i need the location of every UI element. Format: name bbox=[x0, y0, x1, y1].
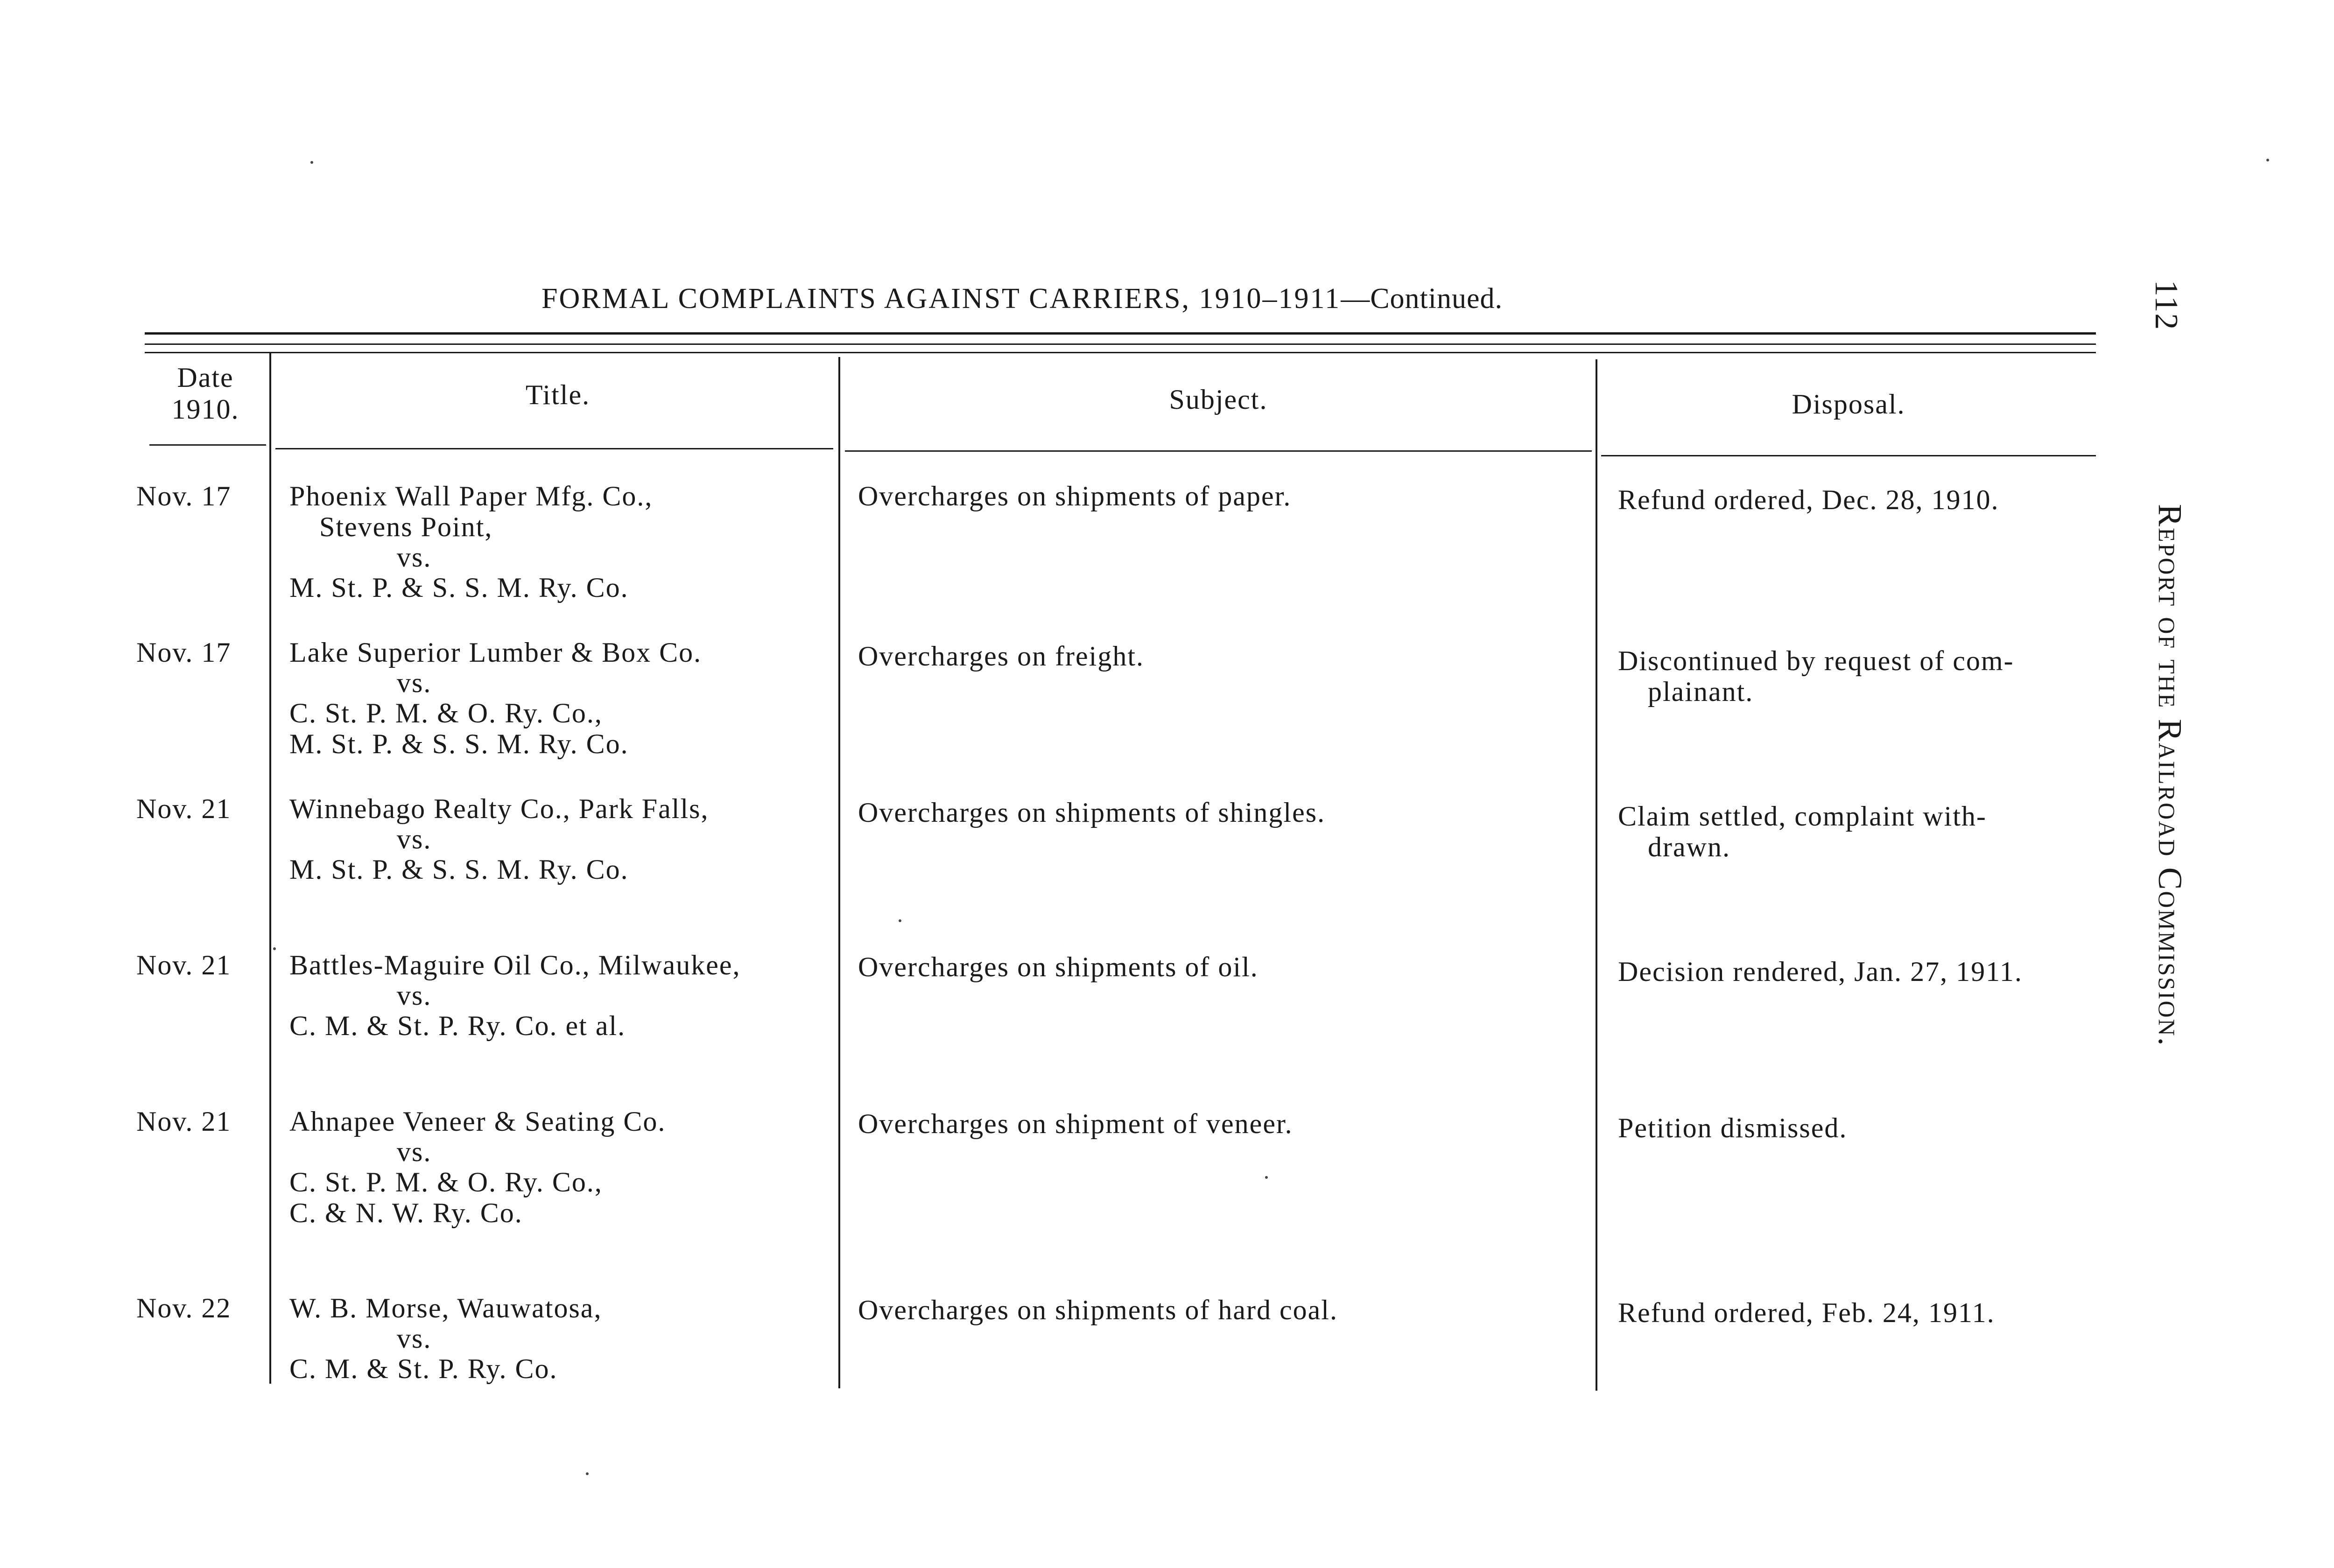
continued-label: —Continued. bbox=[1341, 283, 1503, 315]
row-title bbox=[289, 950, 831, 1041]
row-disposal bbox=[1618, 484, 2108, 515]
vs-line: vs. bbox=[397, 824, 432, 854]
disposal-line: Claim settled, complaint with- bbox=[1618, 801, 1987, 832]
header-rule-disposal bbox=[1601, 455, 2096, 456]
title-line: C. M. & St. P. Ry. Co. bbox=[289, 1353, 558, 1384]
disposal-line: plainant. bbox=[1648, 676, 1754, 707]
row-disposal bbox=[1618, 956, 2108, 987]
separator-title-subject bbox=[838, 357, 840, 1388]
disposal-line: Petition dismissed. bbox=[1618, 1113, 1848, 1143]
title-line: C. St. P. M. & O. Ry. Co., bbox=[289, 698, 603, 728]
separator-date-title bbox=[269, 352, 271, 1384]
scan-speck bbox=[2266, 159, 2269, 161]
header-date-line1: Date bbox=[177, 362, 234, 393]
disposal-line: drawn. bbox=[1648, 832, 1730, 862]
row-title bbox=[289, 1293, 831, 1384]
row-date: Nov. 17 bbox=[136, 637, 232, 668]
row-disposal bbox=[1618, 801, 2108, 862]
row-disposal bbox=[1618, 645, 2108, 707]
title-line: C. & N. W. Ry. Co. bbox=[289, 1197, 523, 1228]
row-date: Nov. 21 bbox=[136, 793, 232, 824]
running-title bbox=[541, 282, 1503, 315]
row-date: Nov. 22 bbox=[136, 1293, 232, 1323]
row-disposal bbox=[1618, 1297, 2108, 1328]
row-subject: Overcharges on shipments of oil. bbox=[858, 952, 1258, 982]
top-rule-1 bbox=[145, 332, 2096, 335]
vs-line: vs. bbox=[397, 667, 432, 698]
vs-line: vs. bbox=[397, 980, 432, 1011]
row-disposal bbox=[1618, 1113, 2108, 1143]
header-title: Title. bbox=[525, 379, 591, 410]
vs-line: vs. bbox=[397, 1136, 432, 1167]
header-rule-date bbox=[149, 444, 266, 446]
row-date: Nov. 17 bbox=[136, 481, 232, 511]
title-line: Ahnapee Veneer & Seating Co. bbox=[289, 1106, 666, 1137]
top-rule-2 bbox=[145, 343, 2096, 345]
header-rule-subject bbox=[845, 450, 1592, 452]
title-line: Winnebago Realty Co., Park Falls, bbox=[289, 793, 709, 824]
page-number: 112 bbox=[2148, 280, 2184, 331]
row-subject: Overcharges on freight. bbox=[858, 641, 1145, 672]
header-disposal: Disposal. bbox=[1792, 389, 1905, 420]
row-subject: Overcharges on shipments of paper. bbox=[858, 481, 1292, 511]
disposal-line: Discontinued by request of com- bbox=[1618, 645, 2014, 676]
title-line: C. St. P. M. & O. Ry. Co., bbox=[289, 1167, 603, 1197]
row-title bbox=[289, 1106, 831, 1228]
disposal-line: Decision rendered, Jan. 27, 1911. bbox=[1618, 956, 2023, 987]
title-line: W. B. Morse, Wauwatosa, bbox=[289, 1293, 602, 1323]
scan-speck bbox=[586, 1472, 589, 1475]
vs-line: vs. bbox=[397, 1323, 432, 1354]
vs-line: vs. bbox=[397, 542, 432, 573]
header-rule-title bbox=[275, 448, 833, 449]
title-line: M. St. P. & S. S. M. Ry. Co. bbox=[289, 728, 629, 759]
disposal-line: Refund ordered, Dec. 28, 1910. bbox=[1618, 484, 1999, 515]
row-title bbox=[289, 793, 831, 885]
row-title bbox=[289, 481, 831, 603]
running-title-text: FORMAL COMPLAINTS AGAINST CARRIERS, 1910–1911 bbox=[541, 283, 1341, 315]
header-date-line2: 1910. bbox=[171, 394, 239, 425]
title-line: M. St. P. & S. S. M. Ry. Co. bbox=[289, 572, 629, 603]
scan-speck bbox=[273, 947, 276, 950]
row-subject: Overcharges on shipments of hard coal. bbox=[858, 1295, 1338, 1325]
title-line: Battles-Maguire Oil Co., Milwaukee, bbox=[289, 950, 741, 980]
row-date: Nov. 21 bbox=[136, 1106, 232, 1137]
title-line: Lake Superior Lumber & Box Co. bbox=[289, 637, 702, 668]
row-subject: Overcharges on shipments of shingles. bbox=[858, 797, 1326, 828]
title-line: M. St. P. & S. S. M. Ry. Co. bbox=[289, 854, 629, 885]
header-subject: Subject. bbox=[1169, 384, 1268, 415]
header-date bbox=[140, 362, 271, 425]
row-subject: Overcharges on shipment of veneer. bbox=[858, 1108, 1293, 1139]
disposal-line: Refund ordered, Feb. 24, 1911. bbox=[1618, 1297, 1995, 1328]
title-line: Phoenix Wall Paper Mfg. Co., bbox=[289, 481, 653, 511]
separator-subject-disposal bbox=[1596, 359, 1597, 1391]
scan-speck bbox=[310, 161, 313, 164]
title-line: C. M. & St. P. Ry. Co. et al. bbox=[289, 1010, 626, 1041]
row-title bbox=[289, 637, 831, 759]
row-date: Nov. 21 bbox=[136, 950, 232, 980]
title-line: Stevens Point, bbox=[319, 511, 493, 542]
report-title: Report of the Railroad Commission. bbox=[2151, 504, 2189, 1047]
scan-speck bbox=[1265, 1176, 1268, 1179]
scan-speck bbox=[899, 919, 901, 922]
top-rule-3 bbox=[145, 352, 2096, 353]
